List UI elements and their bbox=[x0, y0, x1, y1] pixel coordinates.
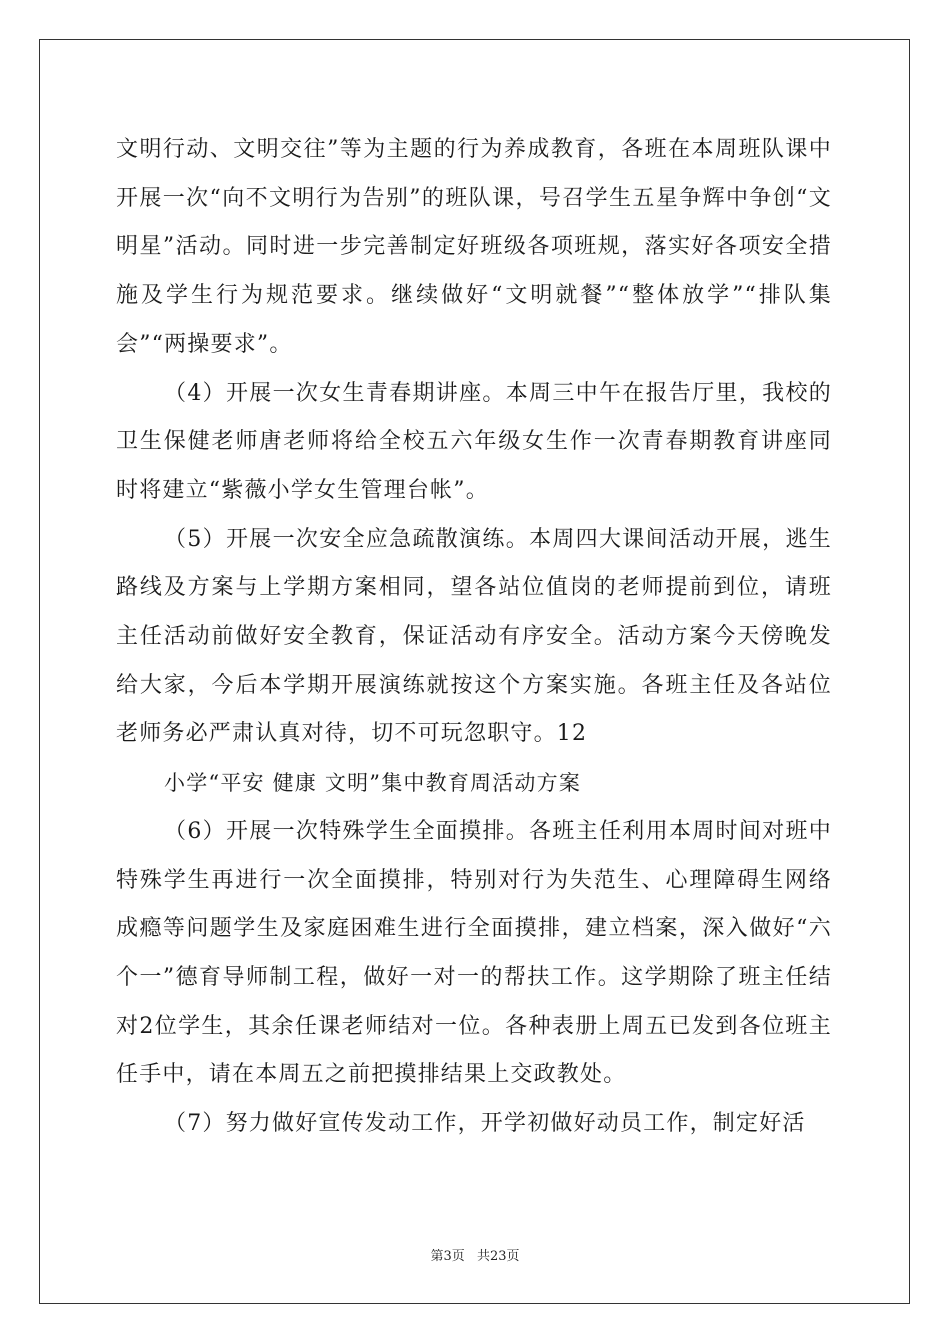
current-page-number: 第3页 bbox=[430, 1249, 465, 1264]
section-subtitle: 小学“平安 健康 文明”集中教育周活动方案 bbox=[164, 771, 582, 796]
paragraph-4: （6）开展一次特殊学生全面摸排。各班主任利用本周时间对班中特殊学生再进行一次全面摸排，特别对行为失范生、心理障碍生网络成瘾等问题学生及家庭困难生进行全面摸排，建立档案，深入做好“六个一”德育导师制工程，做好一对一的帮扶工作。这学期除了班主任结对2位学生，其余任课老师结对一位。各种表册上周五已发到各位班主任手中，请在本周五之前把摸排结果上交政教处。 bbox=[116, 818, 832, 1088]
total-pages: 共23页 bbox=[476, 1249, 520, 1264]
paragraph-1: 文明行动、文明交往”等为主题的行为养成教育，各班在本周班队课中开展一次“向不文明行为告别”的班队课，号召学生五星争辉中争创“文明星”活动。同时进一步完善制定好班级各项班规，落实好各项安全措施及学生行为规范要求。继续做好“文明就餐”“整体放学”“排队集会”“两操要求”。 bbox=[116, 137, 832, 357]
paragraph-3: （5）开展一次安全应急疏散演练。本周四大课间活动开展，逃生路线及方案与上学期方案相同，望各站位值岗的老师提前到位，请班主任活动前做好安全教育，保证活动有序安全。活动方案今天傍晚发给大家，今后本学期开展演练就按这个方案实施。各班主任及各站位老师务必严肃认真对待，切不可玩忽职守。12 bbox=[116, 526, 832, 747]
page-footer bbox=[0, 1245, 950, 1264]
document-body bbox=[116, 126, 832, 1149]
paragraph-5: （7）努力做好宣传发动工作，开学初做好动员工作，制定好活 bbox=[164, 1111, 806, 1137]
paragraph-2: （4）开展一次女生青春期讲座。本周三中午在报告厅里，我校的卫生保健老师唐老师将给全校五六年级女生作一次青春期教育讲座同时将建立“紫薇小学女生管理台帐”。 bbox=[116, 380, 832, 503]
